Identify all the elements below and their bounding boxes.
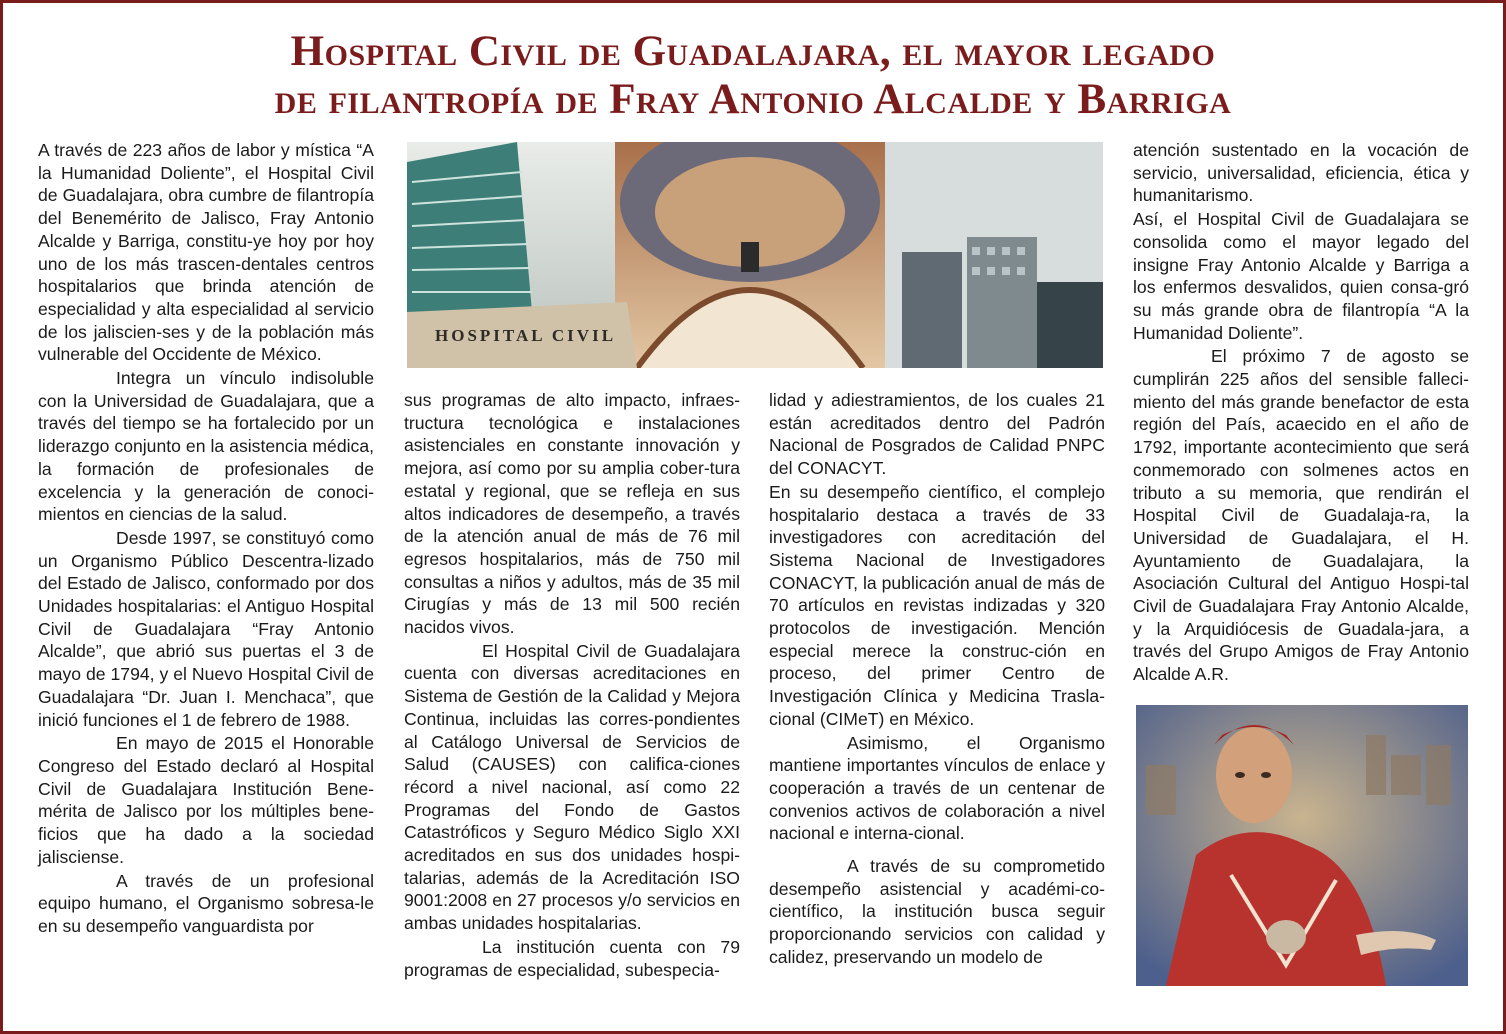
paragraph: La institución cuenta con 79 programas de especialidad, subespecia- [404,936,740,980]
headline-line-1: Hospital Civil de Guadalajara, el mayor legado [290,28,1216,75]
hospital-photo [407,142,1103,368]
headline-line-2: de filantropía de Fray Antonio Alcalde y Barriga [274,76,1232,123]
paragraph: Integra un vínculo indisoluble con la Universidad de Guadalajara, que a través del tiempo se ha fortalecido por un liderazgo conjunto en la asistencia médica, la formación de profesionales de excelencia y la generación de conoci-mientos en ciencias de la salud. [38,368,374,525]
paragraph: atención sustentado en la vocación de servicio, universalidad, eficiencia, ética y humanitarismo. [1133,140,1469,206]
paragraph: lidad y adiestramientos, de los cuales 21 están acreditados dentro del Padrón Nacional de Posgrados de Calidad PNPC del CONACYT. [769,390,1105,479]
hospital-sign-text: HOSPITAL CIVIL [435,326,617,345]
paragraph: Asimismo, el Organismo mantiene importantes vínculos de enlace y cooperación a través de un centenar de convenios activos de colaboración a nivel nacional e interna-cional. [769,732,1105,844]
article-column-2 [404,389,740,981]
paragraph: Así, el Hospital Civil de Guadalajara se consolida como el mayor legado del insigne Fray Antonio Alcalde y Barriga a los enfermos desvalidos, quien consa-gró su más grande obra de filantropía “A la Humanidad Doliente”. [1133,209,1469,343]
paragraph: A través de su comprometido desempeño asistencial y académi-co-científico, la institución busca seguir proporcionando servicios con calidad y calidez, preservando un modelo de [769,856,1105,967]
paragraph: A través de un profesional equipo humano, el Organismo sobresa-le en su desempeño vanguardista por [38,870,374,936]
paragraph: En mayo de 2015 el Honorable Congreso del Estado declaró al Hospital Civil de Guadalajara Institución Bene-mérita de Jalisco por los múltiples bene-ficios que ha dado a la sociedad jalisciense. [38,733,374,867]
fray-antonio-painting [1136,705,1468,986]
article-column-3 [769,389,1105,969]
paragraph: A través de 223 años de labor y mística “A la Humanidad Doliente”, el Hospital Civil de Guadalajara, obra cumbre de filantropía del Benemérito de Jalisco, Fray Antonio Alcalde y Barriga, constitu-ye hoy por hoy uno de los más trascen-dentales centros hospitalarios que brinda atención de especialidad y alta especialidad al servicio de los jaliscien-ses y de la población más vulnerable del Occidente de México. [38,140,374,365]
paragraph: En su desempeño científico, el complejo hospitalario destaca a través de 33 investigadores con acreditación del Sistema Nacional de Investigadores CONACYT, la publicación anual de más de 70 artículos en revistas indizadas y 320 protocolos de investigación. Mención especial merece la construc-ción en proceso, del primer Centro de Investigación Clínica y Medicina Trasla-cional (CIMeT) en México. [769,481,1105,729]
paragraph: El próximo 7 de agosto se cumplirán 225 años del sensible falleci-miento del más grande benefactor de esta región del País, acaecido en el año de 1792, importante acontecimiento que será conmemorado con solmenes actos en tributo a su memoria, que rendirán el Hospital Civil de Guadalaja-ra, la Universidad de Guadalajara, el H. Ayuntamiento de Guadalajara, la Asociación Cultural del Antiguo Hospi-tal Civil de Guadalajara Fray Antonio Alcalde, y la Arquidiócesis de Guadala-jara, a través del Grupo Amigos de Fray Antonio Alcalde A.R. [1133,346,1469,685]
paragraph: Desde 1997, se constituyó como un Organismo Público Descentra-lizado del Estado de Jalisco, conformado por dos Unidades hospitalarias: el Antiguo Hospital Civil de Guadalajara “Fray Antonio Alcalde”, que abrió sus puertas el 3 de mayo de 1794, y el Nuevo Hospital Civil de Guadalajara “Dr. Juan I. Menchaca”, que inició funciones el 1 de febrero de 1988. [38,527,374,730]
article-column-4 [1133,139,1469,686]
paragraph: El Hospital Civil de Guadalajara cuenta con diversas acreditaciones en Sistema de Gestión de la Calidad y Mejora Continua, incluidas las corres-pondientes al Catálogo Universal de Servicios de Salud (CAUSES) con califica-ciones récord a nivel nacional, así como 22 Programas del Fondo de Gastos Catastróficos y Seguro Médico Siglo XXI acreditados en sus dos unidades hospi-talarias, además de la Acreditación ISO 9001:2008 en 27 procesos y/o servicios en ambas unidades hospitalarias. [404,640,740,934]
article-column-1 [38,139,374,938]
paragraph: sus programas de alto impacto, infraes-tructura tecnológica e instalaciones asistenciales en constante innovación y mejora, así como por su amplia cober-tura estatal y regional, que se refleja en sus altos indicadores de desempeño, a través de la atención anual de más de 76 mil egresos hospitalarios, más de 750 mil consultas a niños y adultos, más de 35 mil Cirugías y más de 13 mil 500 recién nacidos vivos. [404,390,740,638]
